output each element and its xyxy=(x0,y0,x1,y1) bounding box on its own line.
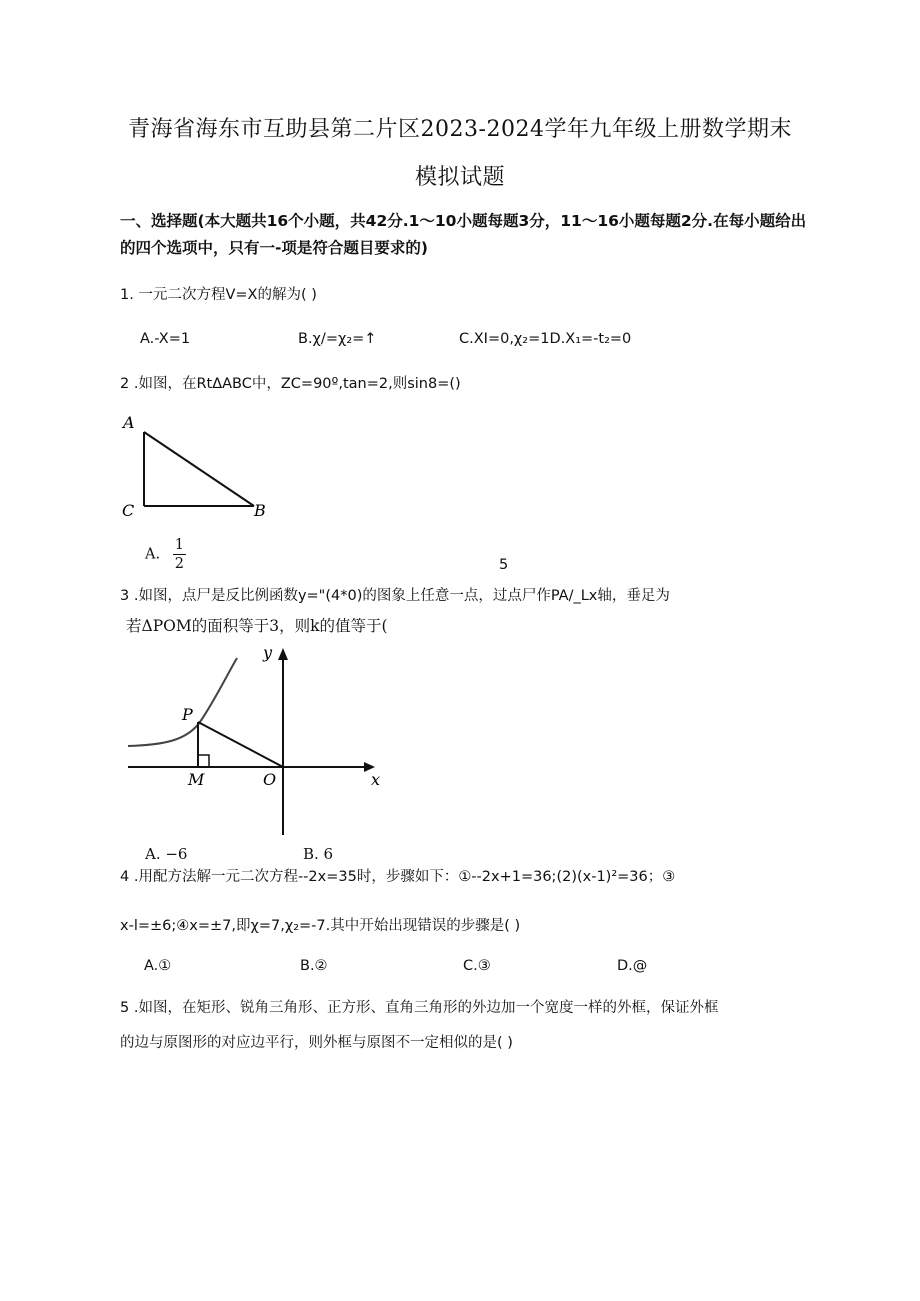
question-1-option-a: A.-X=1 xyxy=(140,331,191,347)
question-4-option-a: A.① xyxy=(144,958,172,974)
question-5-stem-line-2: 的边与原图形的对应边平行，则外框与原图不一定相似的是( ) xyxy=(120,1035,513,1051)
hyperbola-curve xyxy=(128,658,237,746)
question-2-option-a-fraction xyxy=(173,536,186,573)
vertex-label-a: A xyxy=(123,413,135,432)
question-1-option-c-d: C.XI=0,χ₂=1D.X₁=-t₂=0 xyxy=(459,331,632,347)
axis-label-y: y xyxy=(263,643,273,662)
question-3-option-a: A. −6 xyxy=(145,845,188,863)
point-label-o: O xyxy=(263,770,277,789)
section-heading-line-1: 一、选择题(本大题共16个小题，共42分.1～10小题每题3分，11～16小题每题2分.在每小题给出 xyxy=(120,212,807,230)
fraction-denominator: 2 xyxy=(174,556,184,572)
point-label-p: P xyxy=(182,705,193,724)
question-2-stem: 2 .如图，在RtΔABC中，ZC=90º,tan=2,则sin8=() xyxy=(120,376,461,392)
question-2-option-a-label: A. xyxy=(145,546,161,563)
document-title-line-2: 模拟试题 xyxy=(414,165,505,190)
question-4-stem-line-1: 4 .用配方法解一元二次方程--2x=35时，步骤如下：①--2x+1=36;(2)(x-1)²=36；③ xyxy=(120,869,676,885)
fraction-numerator: 1 xyxy=(174,537,184,553)
question-1-stem: 1. 一元二次方程V=X的解为( ) xyxy=(120,287,317,303)
segment-po xyxy=(198,722,283,767)
question-3-option-b: B. 6 xyxy=(303,845,334,863)
vertex-label-b: B xyxy=(254,501,266,520)
question-3-stem-line-1: 3 .如图，点尸是反比例函数y="(4*0)的图象上任意一点，过点尸作PA/_Lx轴，垂足为 xyxy=(120,588,670,604)
point-label-m: M xyxy=(188,770,205,789)
y-axis-arrow xyxy=(278,648,288,660)
question-5-stem-line-1: 5 .如图，在矩形、锐角三角形、正方形、直角三角形的外边加一个宽度一样的外框，保证外框 xyxy=(120,1000,719,1016)
question-2-stray-number: 5 xyxy=(499,557,509,573)
question-2-option-a xyxy=(145,536,186,573)
inverse-function-graph xyxy=(125,640,395,840)
document-title-line-1: 青海省海东市互助县第二片区2023-2024学年九年级上册数学期末 xyxy=(128,117,792,142)
question-4-option-c: C.③ xyxy=(463,958,491,974)
axis-label-x: x xyxy=(371,770,381,789)
section-heading-line-2: 的四个选项中，只有一-项是符合题目要求的) xyxy=(120,239,429,257)
question-3-stem-line-2: 若ΔPOM的面积等于3，则k的值等于( xyxy=(126,617,388,635)
question-1-option-b: B.χ/=χ₂=↑ xyxy=(298,331,377,347)
right-angle-mark xyxy=(198,755,209,767)
question-4-stem-line-2: x-l=±6;④x=±7,即χ=7,χ₂=-7.其中开始出现错误的步骤是( ) xyxy=(120,918,521,934)
question-4-option-b: B.② xyxy=(300,958,328,974)
vertex-label-c: C xyxy=(122,501,135,520)
right-triangle-figure xyxy=(115,410,285,525)
question-4-option-d: D.@ xyxy=(617,958,648,974)
